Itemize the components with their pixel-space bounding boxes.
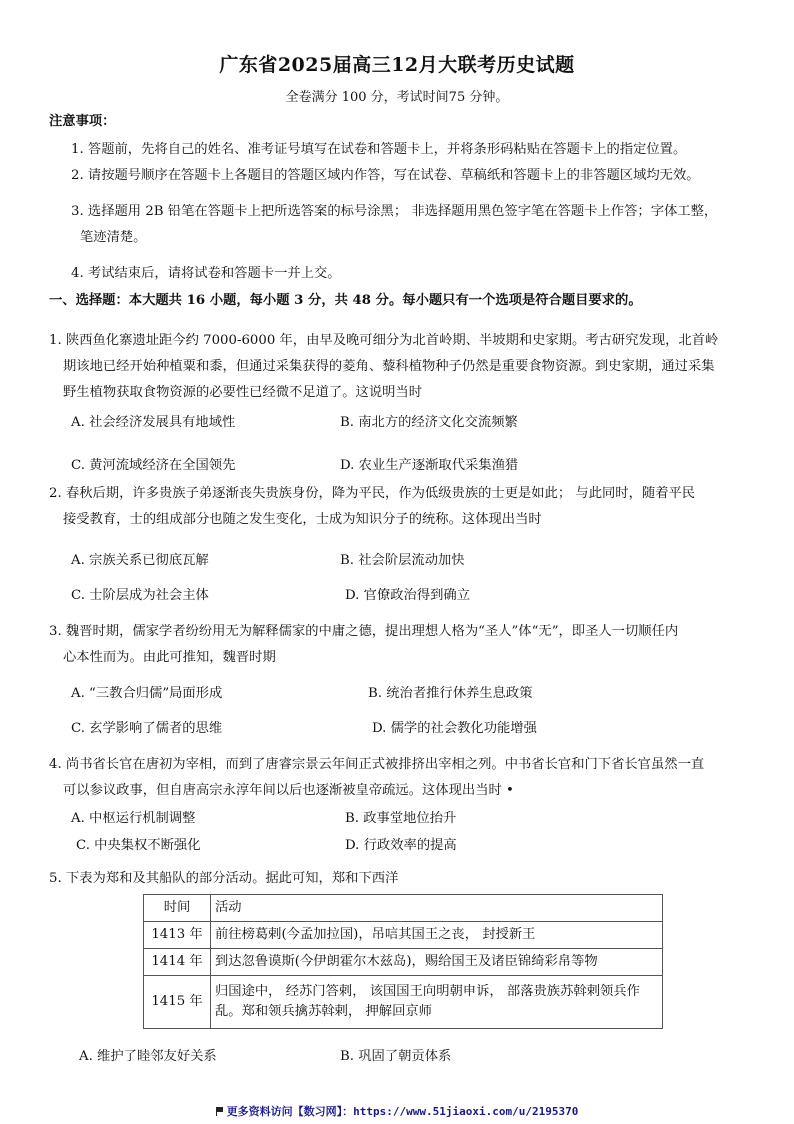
table-header-cell: 活动: [211, 895, 663, 922]
question-1-line: 期该地已经开始种植粟和黍，但通过采集获得的菱角、藜科植物种子仍然是重要食物资源。到史家期，通过采集: [63, 359, 715, 374]
note-item-continued: 笔迹清楚。: [80, 230, 147, 245]
question-3-option-d[interactable]: D. 儒学的社会教化功能增强: [372, 721, 537, 736]
table-row: [144, 949, 663, 976]
table-cell-year: 1415 年: [144, 976, 211, 1029]
section-heading: 一、选择题：本大题共 16 小题，每小题 3 分，共 48 分。每小题只有一个选项是符合题目要求的。: [49, 293, 642, 308]
question-1-option-d[interactable]: D. 农业生产逐渐取代采集渔猎: [340, 458, 519, 473]
question-4-option-c[interactable]: C. 中央集权不断强化: [76, 838, 201, 853]
table-cell-activity: 归国途中， 经苏门答剌， 该国国王向明朝申诉， 部落贵族苏斡剌领兵作乱。郑和领兵擒苏斡剌， 押解回京师: [211, 976, 663, 1029]
table-cell-year: 1413 年: [144, 922, 211, 949]
note-item: 4. 考试结束后，请将试卷和答题卡一并上交。: [71, 266, 341, 281]
question-3-option-a[interactable]: A. “三教合归儒”局面形成: [71, 686, 223, 701]
question-5-line: 5. 下表为郑和及其船队的部分活动。据此可知，郑和下西洋: [49, 871, 399, 886]
question-2-option-d[interactable]: D. 官僚政治得到确立: [345, 588, 471, 603]
question-4-option-a[interactable]: A. 中枢运行机制调整: [71, 811, 196, 826]
note-item: 1. 答题前，先将自己的姓名、准考证号填写在试卷和答题卡上，并将条形码粘贴在答题卡上的指定位置。: [71, 142, 687, 157]
question-1-option-c[interactable]: C. 黄河流域经济在全国领先: [71, 458, 236, 473]
question-3-line: 3. 魏晋时期，儒家学者纷纷用无为解释儒家的中庸之德，提出理想人格为“圣人”体“无”，即圣人一切顺任内: [49, 624, 679, 639]
question-3-line: 心本性而为。由此可推知，魏晋时期: [63, 650, 276, 665]
table-header-row: [144, 895, 663, 922]
question-1-line: 野生植物获取食物资源的必要性已经微不足道了。这说明当时: [63, 385, 423, 400]
question-2-line: 接受教育，士的组成部分也随之发生变化，士成为知识分子的统称。这体现出当时: [63, 512, 542, 527]
question-3-option-c[interactable]: C. 玄学影响了儒者的思维: [71, 721, 223, 736]
question-4-line: 4. 尚书省长官在唐初为宰相，而到了唐睿宗景云年间正式被排挤出宰相之列。中书省长官和门下省长官虽然一直: [49, 757, 705, 772]
question-4-line: 可以参议政事，但自唐高宗永淳年间以后也逐渐被皇帝疏远。这体现出当时 •: [63, 783, 514, 798]
footer-link[interactable]: [0, 1103, 794, 1119]
zhenghe-activity-table: [143, 894, 663, 1029]
table-row: [144, 922, 663, 949]
table-header-cell: 时间: [144, 895, 211, 922]
question-3-option-b[interactable]: B. 统治者推行休养生息政策: [368, 686, 533, 701]
table-cell-activity: 到达忽鲁谟斯(今伊朗霍尔木兹岛)，赐给国王及诸臣锦绮彩帛等物: [211, 949, 663, 976]
table-cell-activity: 前往榜葛剌(今孟加拉国)，吊唁其国王之丧， 封授新王: [211, 922, 663, 949]
question-2-option-a[interactable]: A. 宗族关系已彻底瓦解: [71, 553, 209, 568]
note-item: 3. 选择题用 2B 铅笔在答题卡上把所选答案的标号涂黑； 非选择题用黑色签字笔在答题卡上作答；字体工整，: [71, 204, 718, 219]
question-4-option-d[interactable]: D. 行政效率的提高: [345, 838, 457, 853]
question-5-option-b[interactable]: B. 巩固了朝贡体系: [340, 1049, 452, 1064]
question-1-option-b[interactable]: B. 南北方的经济文化交流频繁: [340, 415, 518, 430]
table-cell-year: 1414 年: [144, 949, 211, 976]
question-5-option-a[interactable]: A. 维护了睦邻友好关系: [79, 1049, 217, 1064]
note-item: 2. 请按题号顺序在答题卡上各题目的答题区域内作答，写在试卷、草稿纸和答题卡上的非答题区域均无效。: [71, 168, 700, 183]
notes-heading: 注意事项：: [49, 114, 116, 129]
question-2-option-c[interactable]: C. 士阶层成为社会主体: [71, 588, 209, 603]
flag-icon: [216, 1107, 224, 1116]
table-row: [144, 976, 663, 1029]
question-1-option-a[interactable]: A. 社会经济发展具有地域性: [71, 415, 236, 430]
question-4-option-b[interactable]: B. 政事堂地位抬升: [345, 811, 457, 826]
question-2-option-b[interactable]: B. 社会阶层流动加快: [340, 553, 465, 568]
question-2-line: 2. 春秋后期，许多贵族子弟逐渐丧失贵族身份，降为平民，作为低级贵族的士更是如此； 与此同时，随着平民: [49, 486, 696, 501]
question-1-line: 1. 陕西鱼化寨遗址距今约 7000-6000 年，由早及晚可细分为北首岭期、半坡期和史家期。考古研究发现，北首岭: [49, 333, 719, 348]
footer-text: 更多资料访问【数习网】：https://www.51jiaoxi.com/u/2195370: [226, 1105, 579, 1118]
page-title: 广东省2025届高三12月大联考历史试题: [219, 54, 575, 76]
page-subtitle: 全卷满分 100 分，考试时间75 分钟。: [285, 90, 509, 105]
